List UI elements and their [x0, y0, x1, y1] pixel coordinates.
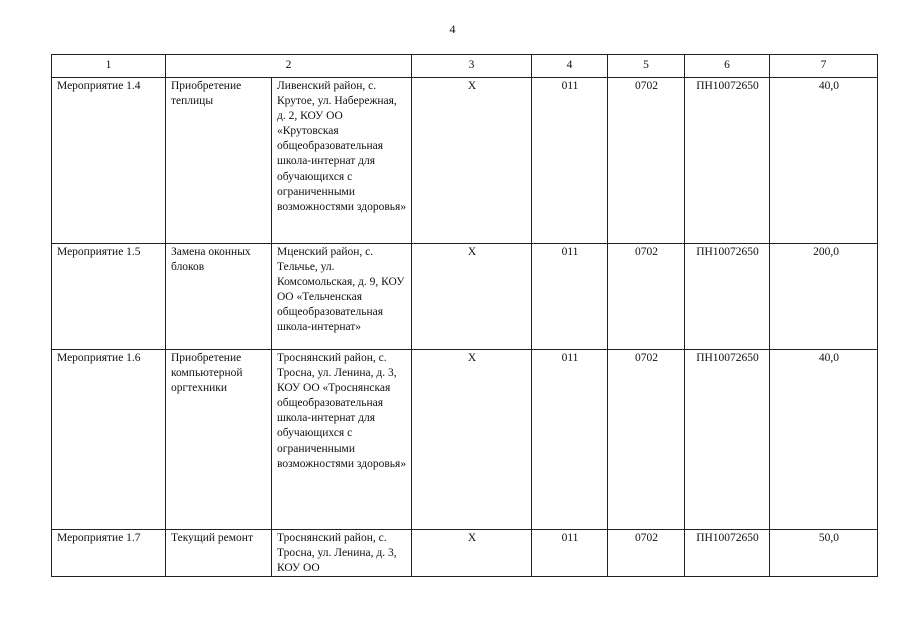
event-cell: Мероприятие 1.6: [52, 350, 166, 530]
table-row: [52, 244, 878, 350]
table-row: [52, 78, 878, 244]
table-row: [52, 350, 878, 530]
col5-cell: 0702: [608, 244, 685, 350]
event-cell: Мероприятие 1.7: [52, 530, 166, 577]
header-cell-7: 7: [770, 55, 878, 78]
col6-cell: ПН10072650: [685, 350, 770, 530]
col4-cell: 011: [532, 78, 608, 244]
col7-cell: 40,0: [770, 78, 878, 244]
event-cell: Мероприятие 1.5: [52, 244, 166, 350]
address-cell: Троснянский район, с. Тросна, ул. Ленина, д. 3, КОУ ОО: [272, 530, 412, 577]
event-cell: Мероприятие 1.4: [52, 78, 166, 244]
col7-cell: 40,0: [770, 350, 878, 530]
col4-cell: 011: [532, 530, 608, 577]
col4-cell: 011: [532, 244, 608, 350]
col3-cell: Х: [412, 530, 532, 577]
table-row: [52, 530, 878, 577]
col3-cell: Х: [412, 78, 532, 244]
action-cell: Замена оконных блоков: [166, 244, 272, 350]
col3-cell: Х: [412, 350, 532, 530]
col7-cell: 200,0: [770, 244, 878, 350]
action-cell: Текущий ремонт: [166, 530, 272, 577]
action-cell: Приобретение теплицы: [166, 78, 272, 244]
col5-cell: 0702: [608, 350, 685, 530]
header-cell-2: 2: [166, 55, 412, 78]
header-cell-6: 6: [685, 55, 770, 78]
col6-cell: ПН10072650: [685, 78, 770, 244]
col7-cell: 50,0: [770, 530, 878, 577]
col4-cell: 011: [532, 350, 608, 530]
col3-cell: Х: [412, 244, 532, 350]
col6-cell: ПН10072650: [685, 244, 770, 350]
header-cell-1: 1: [52, 55, 166, 78]
table-header-row: [52, 55, 878, 78]
col5-cell: 0702: [608, 78, 685, 244]
header-cell-4: 4: [532, 55, 608, 78]
address-cell: Мценский район, с. Тельчье, ул. Комсомольская, д. 9, КОУ ОО «Тельченская общеобразовательная школа-интернат»: [272, 244, 412, 350]
address-cell: Ливенский район, с. Крутое, ул. Набережная, д. 2, КОУ ОО «Крутовская общеобразовательная школа-интернат для обучающихся с ограниченными возможностями здоровья»: [272, 78, 412, 244]
address-cell: Троснянский район, с. Тросна, ул. Ленина, д. 3, КОУ ОО «Троснянская общеобразовательная школа-интернат для обучающихся с ограниченными возможностями здоровья»: [272, 350, 412, 530]
header-cell-5: 5: [608, 55, 685, 78]
action-cell: Приобретение компьютерной оргтехники: [166, 350, 272, 530]
col6-cell: ПН10072650: [685, 530, 770, 577]
page-number: 4: [449, 22, 456, 36]
budget-table: [51, 54, 878, 577]
col5-cell: 0702: [608, 530, 685, 577]
header-cell-3: 3: [412, 55, 532, 78]
